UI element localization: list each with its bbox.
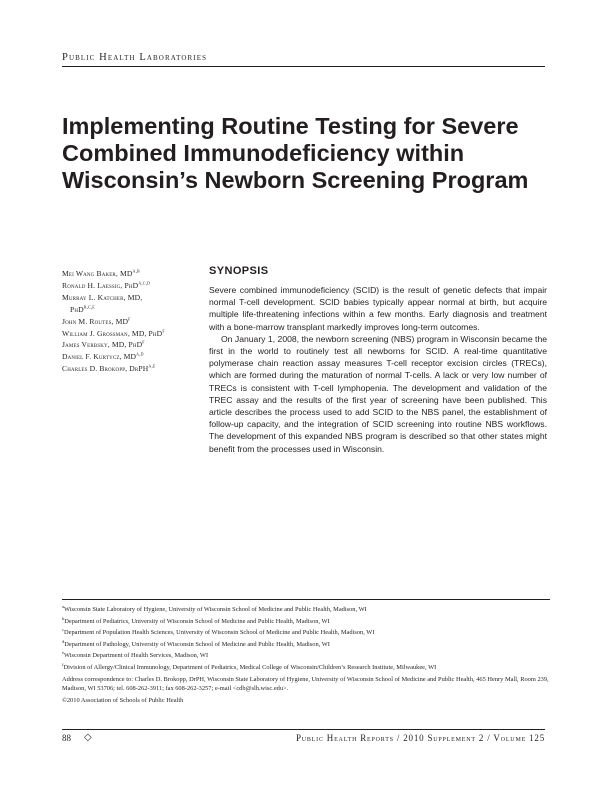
author-affiliation-mark: a,b [132,269,140,275]
synopsis-section [209,265,547,455]
footnote [62,651,550,660]
author-affiliation-mark: a,e [148,364,156,370]
author-list [62,268,202,375]
footnote [62,663,550,672]
author-name: Ronald H. Laessig, PhD [62,280,139,290]
copyright-note [62,696,550,705]
footnotes [62,599,550,707]
author-item [62,328,202,340]
footnote-mark: f [62,661,64,667]
footnote-text: Department of Population Health Sciences, University of Wisconsin School of Medicine and Public Health, Madison, WI [64,629,375,637]
author-name: Charles D. Brokopp, DrPH [62,364,149,374]
footer-divider [62,729,545,730]
section-heading: Public Health Laboratories [62,52,208,63]
synopsis-paragraph: On January 1, 2008, the newborn screening (NBS) program in Wisconsin became the first in the world to routinely test all newborns for SCID. A real-time quantitative polymerase chain reaction assay measures T-cell receptor excision circles (TRECs), which are formed during the maturation of normal T-cells. A lack or very low number of TRECs is consistent with T-cell lymphopenia. The development and validation of the TREC assay and the results of the first year of screening have been published. This article describes the process used to add SCID to the NBS panel, the establishment of follow-up capacity, and the integration of SCID screening into routine NBS workflows. The development of this expanded NBS program is described so that other states might benefit from the processes used in Wisconsin. [209,333,547,454]
section-divider [62,66,545,67]
synopsis-heading: SYNOPSIS [209,265,269,277]
author-affiliation-mark: a,c,d [138,281,151,287]
footnote-text: Wisconsin Department of Health Services, Madison, WI [64,652,209,660]
footnote [62,628,550,637]
article-title: Implementing Routine Testing for Severe Combined Immunodeficiency within Wisconsin’s Newborn Screening Program [62,113,529,193]
footnote-mark: d [62,638,65,644]
author-item [62,292,202,304]
author-affiliation-mark: f [162,329,165,334]
author-item [62,351,202,363]
footnote-mark: e [62,650,64,656]
footnote-text: Department of Pathology, University of Wisconsin School of Medicine and Public Health, Madison, WI [64,640,330,648]
author-name: James Verbsky, MD, PhD [62,340,143,350]
footnote [62,617,550,626]
author-affiliation-mark: a,d [136,352,144,358]
footnote-mark: a [62,603,64,609]
footnote [62,605,550,614]
diamond-icon: ◇ [84,732,92,743]
author-item [62,280,202,292]
footnote-mark: c [62,627,64,633]
author-affiliation-mark: f [128,317,131,323]
footnote [62,640,550,649]
author-name: Daniel F. Kurtycz, MD [62,352,137,362]
author-item [62,316,202,328]
author-affiliation-mark: f [142,340,145,346]
journal-citation: Public Health Reports / 2010 Supplement 2 / Volume 125 [295,733,545,743]
author-name: William J. Grossman, MD, PhD [62,328,163,338]
footnote-text: ©2010 Association of Schools of Public Health [62,696,184,704]
footnote-text: Department of Pediatrics, University of Wisconsin School of Medicine and Public Health, Madison, WI [64,617,330,625]
author-name: PhD [70,304,84,314]
author-item [62,268,202,280]
footnote-text: Wisconsin State Laboratory of Hygiene, University of Wisconsin School of Medicine and Public Health, Madison, WI [64,606,367,613]
author-affiliation-mark: b,c,e [83,305,95,311]
author-item [62,304,202,316]
correspondence-note [62,675,550,694]
author-name: Mei Wang Baker, MD [62,269,133,278]
synopsis-paragraph: Severe combined immunodeficiency (SCID) is the result of genetic defects that impair normal T-cell development. SCID babies typically appear normal at birth, but acquire multiple life-threatening infections within a few months. Early diagnosis and treatment with a bone-marrow transplant markedly improves long-term outcomes. [209,285,547,332]
footnote-mark: b [62,615,65,621]
page-number: 88 [62,733,71,743]
author-name: Murray L. Katcher, MD, [62,292,143,302]
footnote-text: Address correspondence to: Charles D. Brokopp, DrPH, Wisconsin State Laboratory of Hygiene, University of Wisconsin School of Medicine and Public Health, 465 Henry Mall, Room 239, Madison, WI 53706; tel. 608-262-3911; fax 608-262-3257; e-mail <cdb@slh.wisc.edu>. [62,675,549,692]
footnote-text: Division of Allergy/Clinical Immunology, Department of Pediatrics, Medical College of Wisconsin/Children’s Research Institute, Milwaukee, WI [63,663,437,671]
author-item [62,363,202,375]
author-item [62,339,202,351]
author-name: John M. Routes, MD [62,316,129,326]
